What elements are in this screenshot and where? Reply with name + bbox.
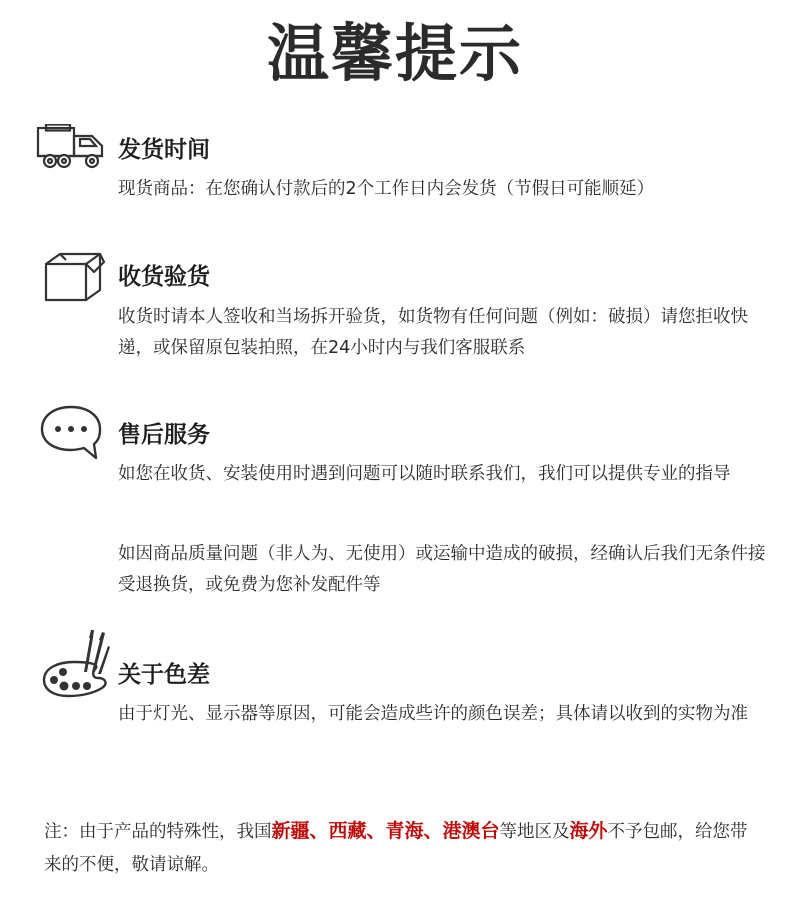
section-heading: 关于色差 [118,662,210,688]
section-heading: 发货时间 [118,137,210,163]
shipping-note [44,815,750,882]
note-overseas-highlight: 海外 [569,820,608,842]
note-region-highlight: 新疆、西藏、青海、港澳台 [271,820,500,842]
chat-bubble-icon [38,404,104,460]
open-box-icon [40,250,106,302]
note-middle: 等地区及 [499,822,570,842]
section-paragraph: 由于灯光、显示器等原因，可能会造成些许的颜色误差；具体请以收到的实物为准 [118,704,748,724]
section-paragraph: 如因商品质量问题（非人为、无使用）或运输中造成的破损，经确认后我们无条件接受退换货，或免费为您补发配件等 [118,544,766,595]
paint-palette-icon [40,628,112,700]
section-heading: 售后服务 [118,422,210,448]
page-title: 温馨提示 [266,17,523,90]
note-suffix: 不予包邮，给您带来的不便，敬请谅解。 [44,822,748,875]
note-prefix: 注：由于产品的特殊性，我国 [44,822,272,842]
section-heading: 收货验货 [118,264,210,290]
section-paragraph: 如您在收货、安装使用时遇到问题可以随时联系我们，我们可以提供专业的指导 [118,464,731,484]
section-paragraph: 现货商品：在您确认付款后的2个工作日内会发货（节假日可能顺延） [118,179,655,199]
delivery-truck-icon [36,124,106,170]
section-paragraph: 收货时请本人签收和当场拆开验货，如货物有任何问题（例如：破损）请您拒收快递，或保留原包装拍照，在24小时内与我们客服联系 [118,307,748,358]
